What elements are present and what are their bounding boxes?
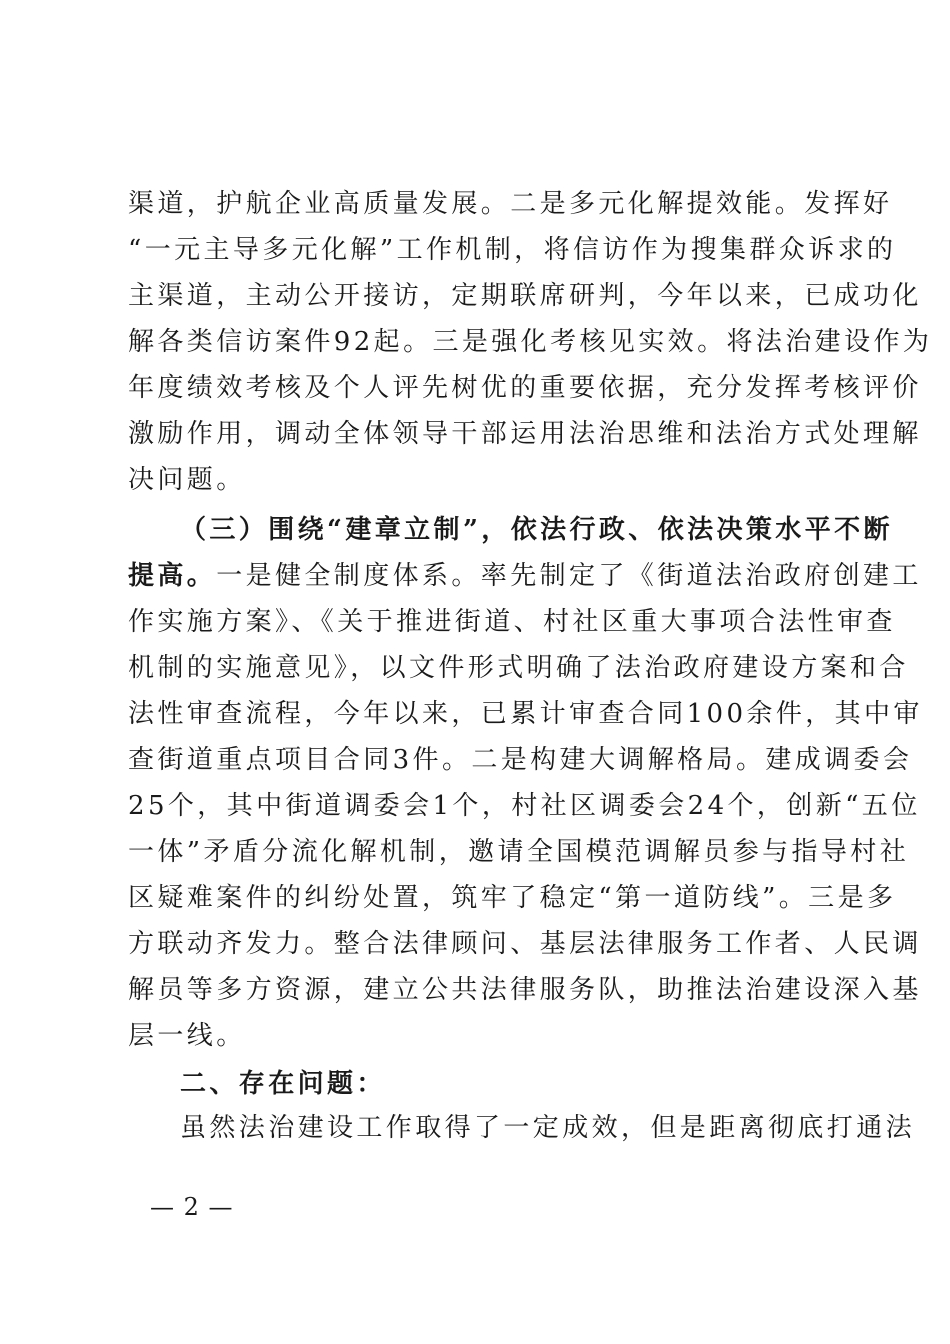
body-text-line: 年度绩效考核及个人评先树优的重要依据，充分发挥考核评价 bbox=[128, 373, 922, 403]
body-text-line: 一体”矛盾分流化解机制，邀请全国模范调解员参与指导村社 bbox=[128, 837, 910, 867]
body-text-line: 25个，其中街道调委会1个，村社区调委会24个，创新“五位 bbox=[128, 791, 921, 821]
body-text-line: 决问题。 bbox=[128, 465, 246, 495]
body-text-line: 机制的实施意见》，以文件形式明确了法治政府建设方案和合 bbox=[128, 653, 909, 683]
section-heading: 二、存在问题： bbox=[180, 1069, 386, 1099]
body-text-line: 激励作用，调动全体领导干部运用法治思维和法治方式处理解 bbox=[128, 419, 922, 449]
subsection-heading: （三）围绕“建章立制”，依法行政、依法决策水平不断 bbox=[180, 515, 893, 545]
body-text-line: 作实施方案》、《关于推进街道、村社区重大事项合法性审查 bbox=[128, 607, 896, 637]
body-text-segment: 一是健全制度体系。率先制定了《街道法治政府创建工 bbox=[216, 561, 922, 591]
page-number: — 2 — bbox=[150, 1193, 234, 1221]
subsection-heading-tail: 提高。 bbox=[128, 561, 217, 591]
body-text-line: 主渠道，主动公开接访，定期联席研判，今年以来，已成功化 bbox=[128, 281, 922, 311]
body-text-line: 渠道，护航企业高质量发展。二是多元化解提效能。发挥好 bbox=[128, 189, 893, 219]
body-text-line: “一元主导多元化解”工作机制，将信访作为搜集群众诉求的 bbox=[128, 235, 897, 265]
body-text-line: 区疑难案件的纠纷处置，筑牢了稳定“第一道防线”。三是多 bbox=[128, 883, 897, 913]
body-text-line: 解员等多方资源，建立公共法律服务队，助推法治建设深入基 bbox=[128, 975, 922, 1005]
body-text-line: 查街道重点项目合同3件。二是构建大调解格局。建成调委会 bbox=[128, 745, 913, 775]
body-text-line: 法性审查流程，今年以来，已累计审查合同100余件，其中审 bbox=[128, 699, 923, 729]
body-text-line bbox=[128, 560, 922, 592]
body-text-line: 层一线。 bbox=[128, 1021, 246, 1051]
body-text-line: 方联动齐发力。整合法律顾问、基层法律服务工作者、人民调 bbox=[128, 929, 922, 959]
body-text-line: 解各类信访案件92起。三是强化考核见实效。将法治建设作为 bbox=[128, 327, 933, 357]
body-text-line: 虽然法治建设工作取得了一定成效，但是距离彻底打通法 bbox=[180, 1113, 916, 1143]
